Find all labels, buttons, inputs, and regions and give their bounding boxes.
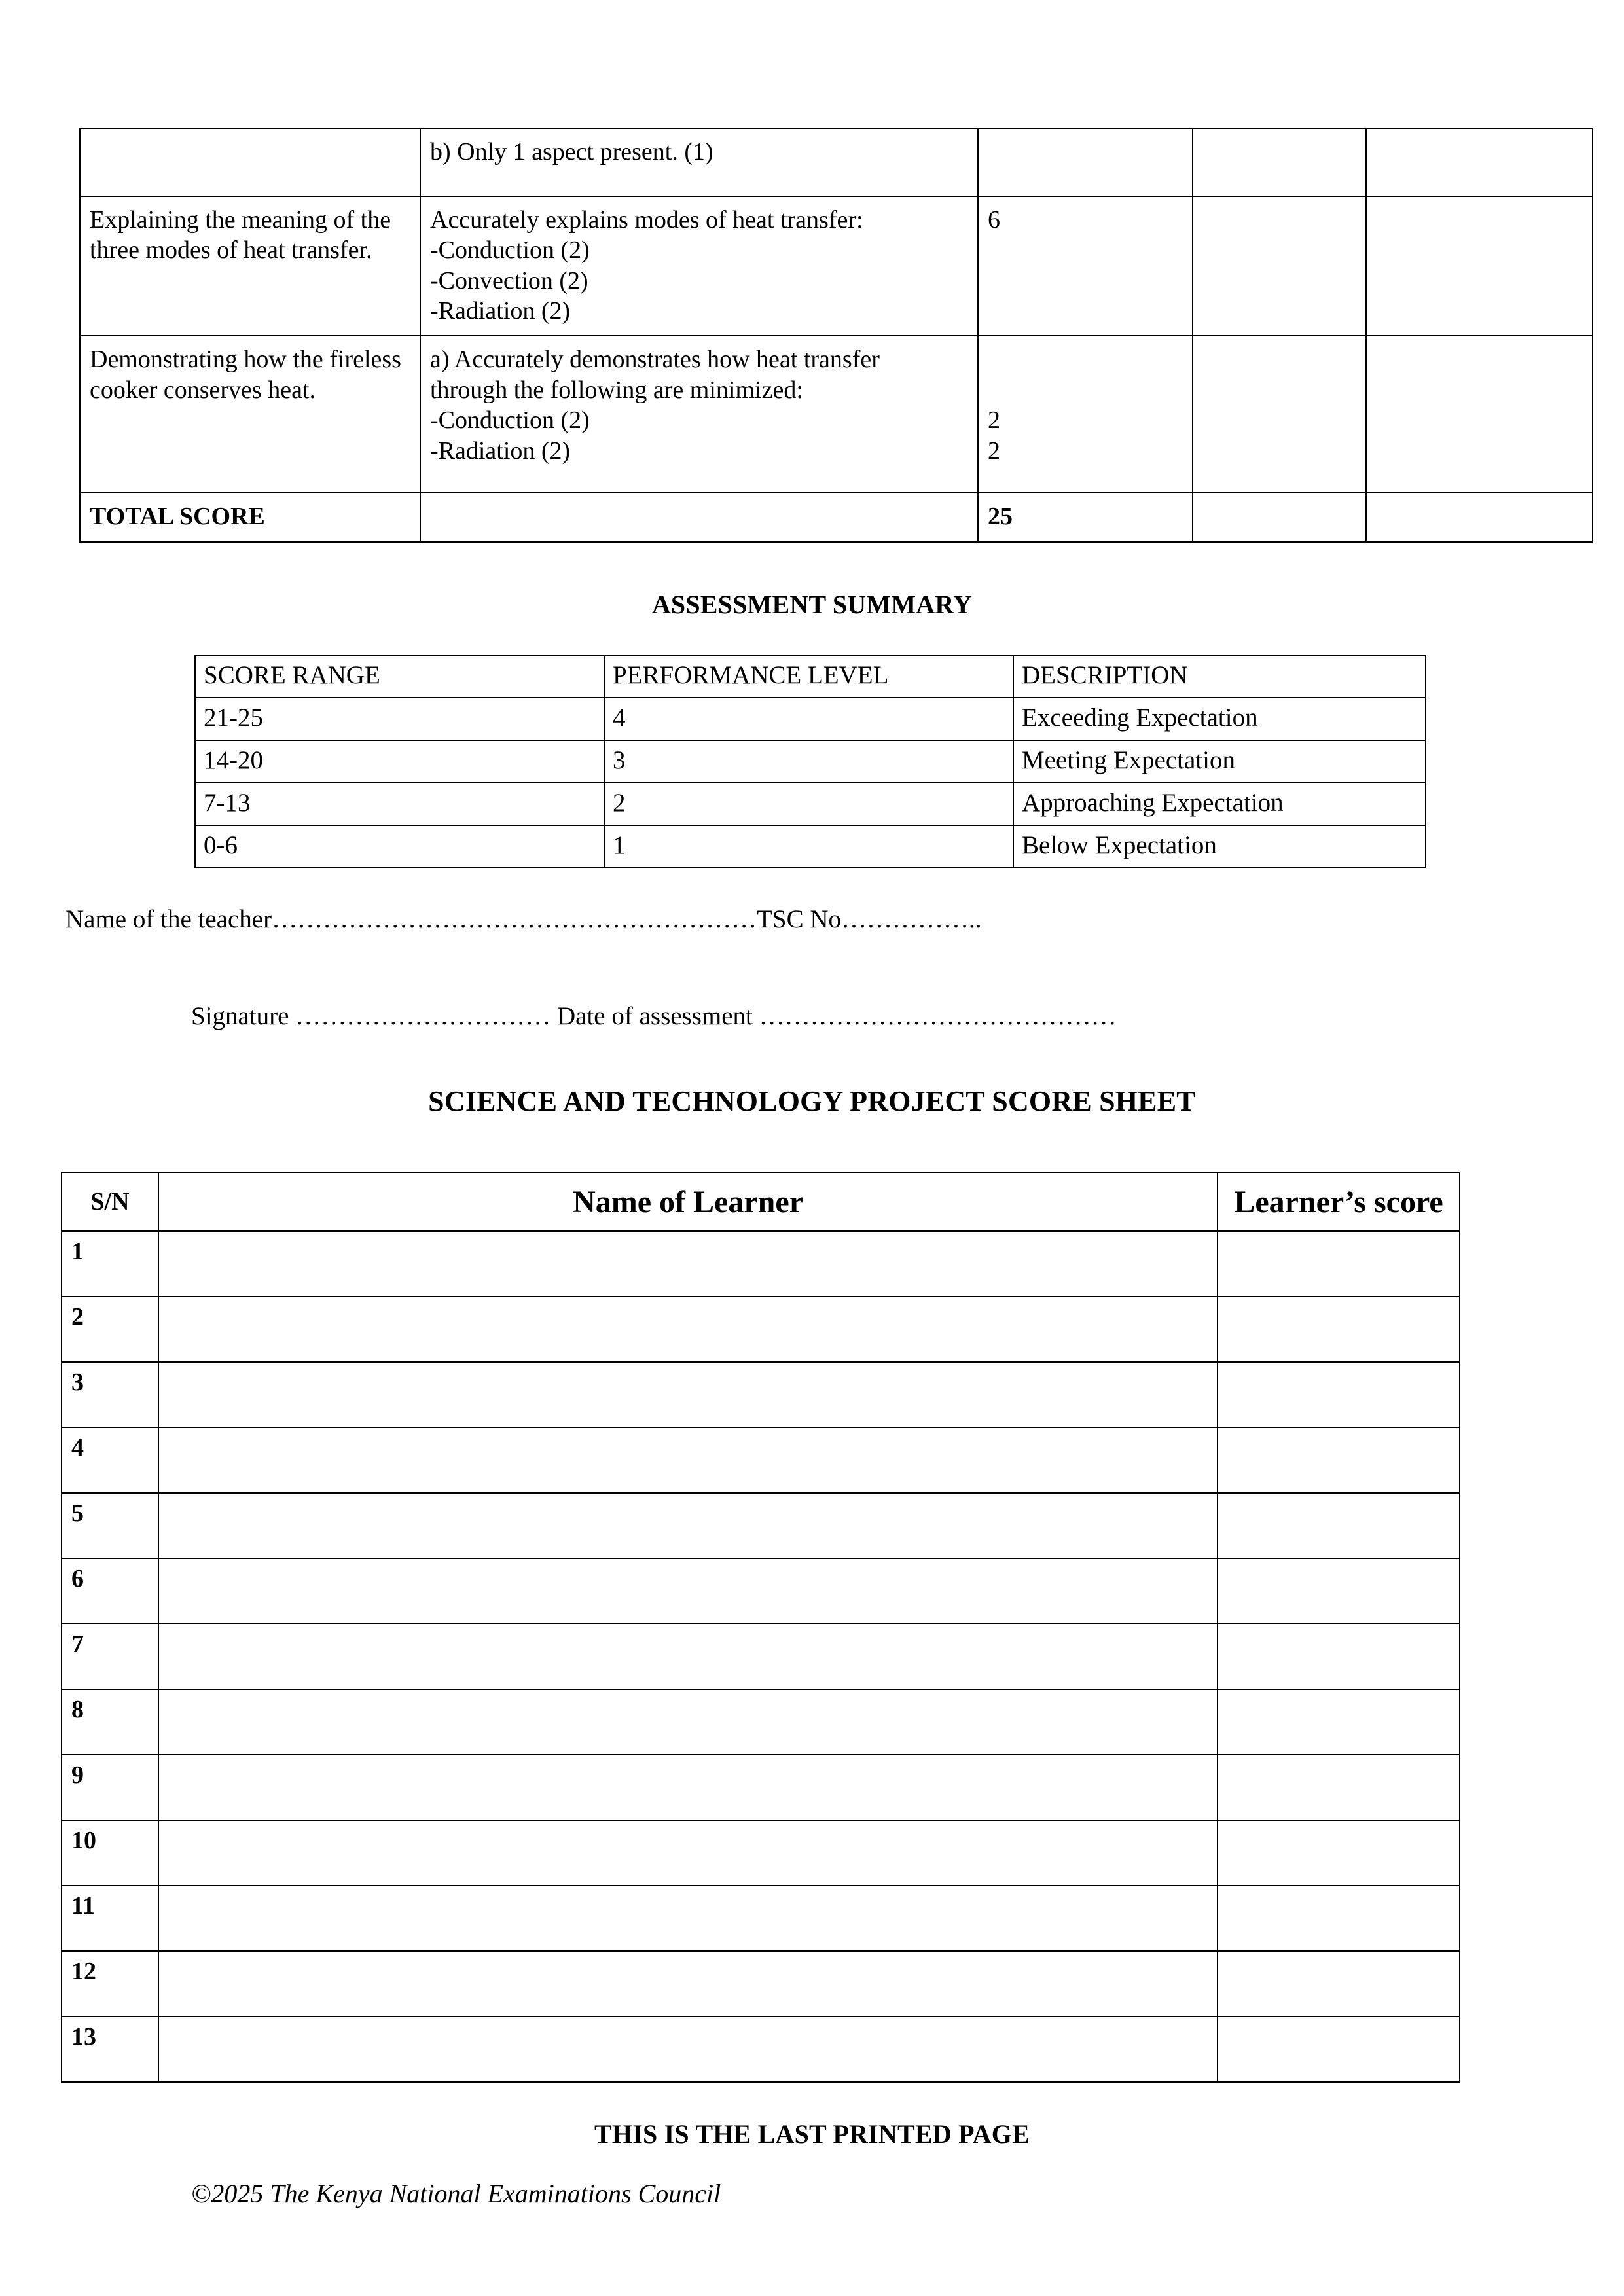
table-row bbox=[62, 1755, 1460, 1820]
rubric-indicator-line: -Conduction (2) bbox=[430, 236, 590, 264]
table-row bbox=[62, 1558, 1460, 1624]
rubric-score-value: 2 bbox=[988, 406, 1000, 435]
summary-performance-level: 1 bbox=[604, 825, 1013, 868]
rubric-indicator-line: through the following are minimized: bbox=[430, 376, 803, 404]
project-score-sheet-title: SCIENCE AND TECHNOLOGY PROJECT SCORE SHEET bbox=[428, 1085, 1196, 1117]
signature-date-line: Signature ………………………… Date of assessment …………………………………… bbox=[191, 1002, 1117, 1030]
rubric-indicator-cell bbox=[420, 336, 978, 493]
total-score-label: TOTAL SCORE bbox=[80, 493, 420, 541]
rubric-awarded-cell bbox=[1193, 196, 1366, 336]
rubric-comments-cell bbox=[1366, 336, 1593, 493]
rubric-awarded-cell bbox=[1193, 336, 1366, 493]
rubric-score-cell bbox=[978, 128, 1193, 196]
learner-score-input[interactable] bbox=[1218, 1231, 1460, 1297]
learner-name-input[interactable] bbox=[158, 1231, 1218, 1297]
table-row bbox=[62, 2017, 1460, 2082]
summary-header-score-range: SCORE RANGE bbox=[195, 655, 604, 698]
rubric-criteria-text: Explaining the meaning of the three modes of heat transfer. bbox=[90, 206, 391, 264]
summary-performance-level: 2 bbox=[604, 783, 1013, 825]
table-row bbox=[195, 825, 1426, 868]
rubric-criteria-cell bbox=[80, 196, 420, 336]
learner-sn: 7 bbox=[62, 1624, 158, 1689]
summary-score-range: 21-25 bbox=[195, 698, 604, 740]
total-score-indicator-cell bbox=[420, 493, 978, 541]
table-header-row bbox=[195, 655, 1426, 698]
table-row bbox=[195, 783, 1426, 825]
learner-score-table-container bbox=[61, 1172, 1459, 2083]
assessment-summary-table bbox=[194, 655, 1426, 868]
rubric-score-value: 2 bbox=[988, 437, 1000, 465]
learner-header-sn: S/N bbox=[62, 1172, 158, 1231]
rubric-criteria-cell bbox=[80, 128, 420, 196]
table-row-total bbox=[80, 493, 1593, 541]
summary-description: Approaching Expectation bbox=[1013, 783, 1426, 825]
summary-description: Exceeding Expectation bbox=[1013, 698, 1426, 740]
rubric-indicator-cell bbox=[420, 196, 978, 336]
learner-score-input[interactable] bbox=[1218, 2017, 1460, 2082]
learner-sn: 9 bbox=[62, 1755, 158, 1820]
learner-score-input[interactable] bbox=[1218, 1362, 1460, 1427]
summary-score-range: 14-20 bbox=[195, 740, 604, 783]
table-row bbox=[62, 1297, 1460, 1362]
table-row bbox=[62, 1427, 1460, 1493]
assessment-summary-table-container bbox=[194, 655, 1425, 868]
table-row bbox=[62, 1820, 1460, 1886]
rubric-comments-cell bbox=[1366, 128, 1593, 196]
table-header-row bbox=[62, 1172, 1460, 1231]
summary-header-performance-level: PERFORMANCE LEVEL bbox=[604, 655, 1013, 698]
learner-sn: 12 bbox=[62, 1951, 158, 2017]
last-printed-page-note: THIS IS THE LAST PRINTED PAGE bbox=[594, 2119, 1030, 2149]
rubric-score-value: 6 bbox=[988, 206, 1000, 234]
rubric-criteria-cell bbox=[80, 336, 420, 493]
learner-score-input[interactable] bbox=[1218, 1558, 1460, 1624]
rubric-score-blank bbox=[988, 344, 1183, 374]
summary-header-description: DESCRIPTION bbox=[1013, 655, 1426, 698]
learner-sn: 8 bbox=[62, 1689, 158, 1755]
rubric-table-container bbox=[79, 128, 1592, 543]
rubric-indicator-line: -Conduction (2) bbox=[430, 406, 590, 435]
learner-score-input[interactable] bbox=[1218, 1689, 1460, 1755]
learner-name-input[interactable] bbox=[158, 1297, 1218, 1362]
rubric-indicator-line: b) Only 1 aspect present. (1) bbox=[430, 138, 713, 166]
rubric-indicator-line: -Radiation (2) bbox=[430, 437, 571, 465]
learner-sn: 1 bbox=[62, 1231, 158, 1297]
learner-score-input[interactable] bbox=[1218, 1493, 1460, 1558]
table-row bbox=[62, 1231, 1460, 1297]
table-row bbox=[62, 1493, 1460, 1558]
rubric-score-cell bbox=[978, 196, 1193, 336]
learner-name-input[interactable] bbox=[158, 1427, 1218, 1493]
learner-name-input[interactable] bbox=[158, 1755, 1218, 1820]
rubric-indicator-line: -Convection (2) bbox=[430, 266, 588, 295]
teacher-name-line: Name of the teacher…………………………………………………TSC No…………….. bbox=[65, 905, 982, 933]
table-row bbox=[62, 1624, 1460, 1689]
learner-sn: 11 bbox=[62, 1886, 158, 1951]
learner-header-score: Learner’s score bbox=[1218, 1172, 1460, 1231]
rubric-comments-cell bbox=[1366, 196, 1593, 336]
summary-performance-level: 4 bbox=[604, 698, 1013, 740]
learner-score-input[interactable] bbox=[1218, 1886, 1460, 1951]
table-row bbox=[62, 1886, 1460, 1951]
rubric-indicator-line: -Radiation (2) bbox=[430, 297, 571, 325]
learner-name-input[interactable] bbox=[158, 1362, 1218, 1427]
learner-name-input[interactable] bbox=[158, 1951, 1218, 2017]
learner-score-input[interactable] bbox=[1218, 1624, 1460, 1689]
summary-score-range: 0-6 bbox=[195, 825, 604, 868]
table-row bbox=[80, 336, 1593, 493]
learner-score-table bbox=[61, 1172, 1460, 2083]
rubric-awarded-cell bbox=[1193, 128, 1366, 196]
rubric-criteria-text: Demonstrating how the fireless cooker conserves heat. bbox=[90, 346, 401, 404]
summary-score-range: 7-13 bbox=[195, 783, 604, 825]
total-score-comments-cell bbox=[1366, 493, 1593, 541]
total-score-awarded-cell bbox=[1193, 493, 1366, 541]
summary-description: Below Expectation bbox=[1013, 825, 1426, 868]
learner-name-input[interactable] bbox=[158, 1493, 1218, 1558]
assessment-summary-title: ASSESSMENT SUMMARY bbox=[651, 590, 973, 619]
table-row bbox=[80, 196, 1593, 336]
learner-sn: 2 bbox=[62, 1297, 158, 1362]
learner-sn: 5 bbox=[62, 1493, 158, 1558]
learner-name-input[interactable] bbox=[158, 2017, 1218, 2082]
rubric-table bbox=[79, 128, 1593, 543]
learner-name-input[interactable] bbox=[158, 1886, 1218, 1951]
learner-sn: 13 bbox=[62, 2017, 158, 2082]
rubric-indicator-line: Accurately explains modes of heat transfer: bbox=[430, 206, 863, 234]
table-row bbox=[195, 698, 1426, 740]
learner-sn: 6 bbox=[62, 1558, 158, 1624]
learner-sn: 3 bbox=[62, 1362, 158, 1427]
rubric-score-cell bbox=[978, 336, 1193, 493]
learner-score-input[interactable] bbox=[1218, 1951, 1460, 2017]
learner-name-input[interactable] bbox=[158, 1558, 1218, 1624]
learner-score-input[interactable] bbox=[1218, 1427, 1460, 1493]
table-row bbox=[62, 1362, 1460, 1427]
copyright-notice: ©2025 The Kenya National Examinations Council bbox=[191, 2179, 721, 2208]
learner-name-input[interactable] bbox=[158, 1820, 1218, 1886]
learner-sn: 4 bbox=[62, 1427, 158, 1493]
table-row bbox=[195, 740, 1426, 783]
summary-performance-level: 3 bbox=[604, 740, 1013, 783]
rubric-score-blank bbox=[988, 375, 1183, 405]
summary-description: Meeting Expectation bbox=[1013, 740, 1426, 783]
learner-score-input[interactable] bbox=[1218, 1820, 1460, 1886]
total-score-value: 25 bbox=[978, 493, 1193, 541]
learner-sn: 10 bbox=[62, 1820, 158, 1886]
rubric-indicator-line: a) Accurately demonstrates how heat transfer bbox=[430, 346, 880, 374]
learner-score-input[interactable] bbox=[1218, 1297, 1460, 1362]
learner-score-input[interactable] bbox=[1218, 1755, 1460, 1820]
rubric-indicator-cell bbox=[420, 128, 978, 196]
table-row bbox=[80, 128, 1593, 196]
table-row bbox=[62, 1689, 1460, 1755]
learner-name-input[interactable] bbox=[158, 1689, 1218, 1755]
learner-header-name: Name of Learner bbox=[158, 1172, 1218, 1231]
learner-name-input[interactable] bbox=[158, 1624, 1218, 1689]
table-row bbox=[62, 1951, 1460, 2017]
